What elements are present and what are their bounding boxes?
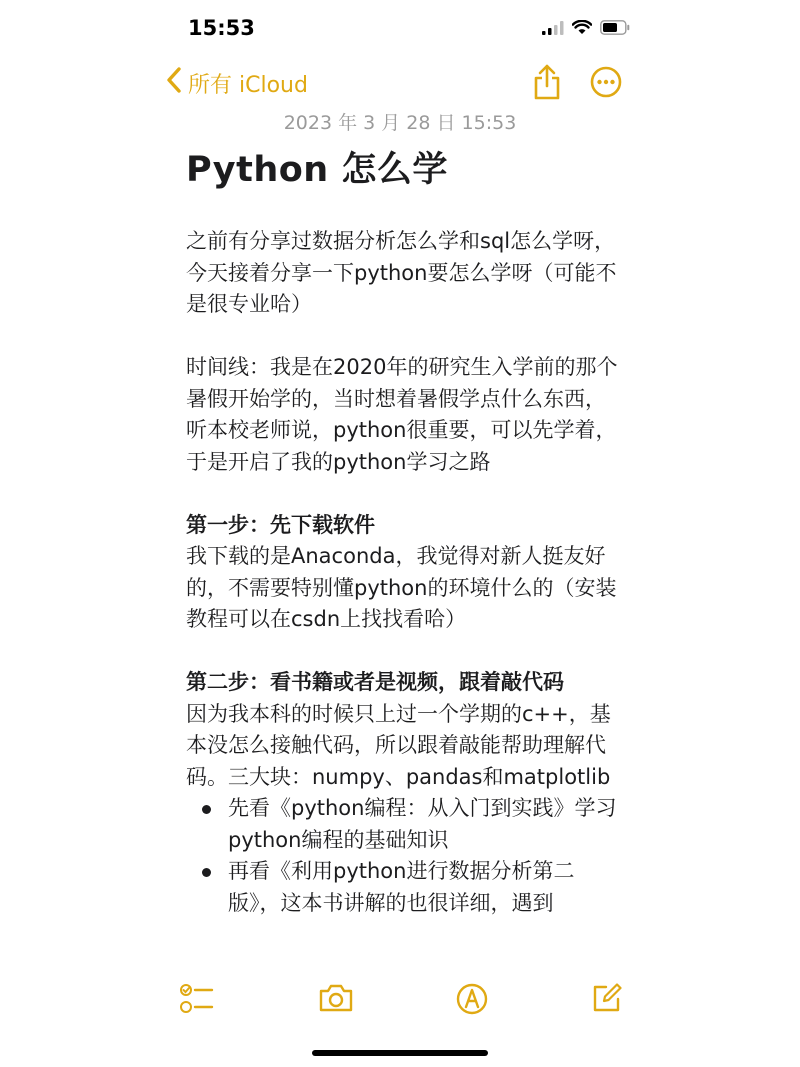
status-icons — [542, 20, 630, 39]
checklist-icon — [180, 1000, 214, 1019]
nav-bar — [0, 60, 800, 108]
share-icon — [532, 85, 562, 104]
checklist-button[interactable] — [180, 983, 214, 1019]
note-paragraph-intro: 之前有分享过数据分析怎么学和sql怎么学呀，今天接着分享一下python要怎么学呀（可能不是很专业哈） — [186, 229, 617, 316]
note-title[interactable]: Python 怎么学 — [186, 150, 448, 190]
status-time: 15:53 — [188, 16, 255, 40]
share-button[interactable] — [532, 64, 562, 104]
markup-button[interactable] — [456, 983, 488, 1019]
bullet-list — [186, 793, 626, 919]
status-bar — [0, 0, 800, 60]
note-editor[interactable] — [186, 140, 626, 967]
back-button-label: 所有 iCloud — [188, 72, 308, 98]
more-icon — [590, 83, 622, 102]
wifi-icon — [572, 20, 592, 39]
bottom-toolbar — [0, 975, 800, 1025]
cellular-signal-icon — [542, 20, 564, 39]
content-fade — [0, 945, 800, 975]
markup-icon — [456, 1000, 488, 1019]
step1-heading: 第一步：先下载软件 — [186, 512, 375, 537]
more-button[interactable] — [590, 66, 622, 102]
compose-icon — [592, 998, 622, 1017]
battery-icon — [600, 20, 630, 39]
note-paragraph-timeline: 时间线：我是在2020年的研究生入学前的那个暑假开始学的，当时想着暑假学点什么东西，听本校老师说，python很重要，可以先学着，于是开启了我的python学习之路 — [186, 355, 618, 474]
note-body[interactable] — [186, 226, 626, 919]
chevron-left-icon — [166, 66, 182, 100]
step2-text: 因为我本科的时候只上过一个学期的c++，基本没怎么接触代码，所以跟着敲能帮助理解代码。三大块：numpy、pandas和matplotlib — [186, 701, 611, 789]
back-button[interactable] — [166, 66, 308, 100]
step2-heading: 第二步：看书籍或者是视频，跟着敲代码 — [186, 670, 564, 694]
step1-text: 我下载的是Anaconda，我觉得对新人挺友好的，不需要特别懂python的环境什么的（安装教程可以在csdn上找找看哈） — [186, 544, 617, 631]
home-indicator[interactable] — [312, 1050, 488, 1056]
compose-button[interactable] — [592, 983, 622, 1017]
camera-icon — [318, 998, 354, 1017]
note-date: 2023 年 3 月 28 日 15:53 — [283, 112, 517, 134]
bullet-item: 先看《python编程：从入门到实践》学习python编程的基础知识 — [186, 793, 626, 856]
camera-button[interactable] — [318, 983, 354, 1017]
bullet-item: 再看《利用python进行数据分析第二版》，这本书讲解的也很详细，遇到 — [186, 856, 626, 919]
